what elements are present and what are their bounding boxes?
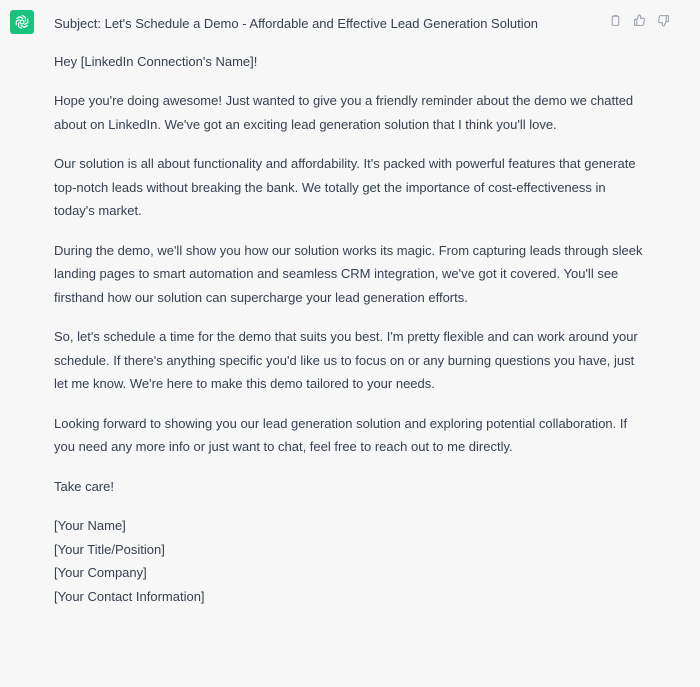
thumbs-down-button[interactable] — [654, 11, 672, 29]
email-closing: Take care! — [54, 478, 114, 494]
email-greeting: Hey [LinkedIn Connection's Name]! — [54, 53, 258, 69]
message-content — [54, 12, 644, 608]
thumbs-down-icon — [657, 14, 670, 27]
assistant-avatar — [10, 10, 34, 34]
email-subject: Subject: Let's Schedule a Demo - Affordable and Effective Lead Generation Solution — [54, 16, 539, 31]
email-paragraph: So, let's schedule a time for the demo that suits you best. I'm pretty flexible and can work around your schedule. If there's anything specific you'd like us to focus on or any burning questions you have, just let me know. We're here to make this demo tailored to your needs. — [54, 329, 638, 391]
email-signature — [54, 514, 644, 608]
openai-logo-icon — [13, 13, 31, 31]
signature-line: [Your Title/Position] — [54, 541, 165, 557]
signature-line: [Your Contact Information] — [54, 588, 205, 604]
email-paragraph: Hope you're doing awesome! Just wanted to give you a friendly reminder about the demo we chatted about on LinkedIn. We've got an exciting lead generation solution that I think you'll love. — [54, 93, 634, 132]
signature-line: [Your Name] — [54, 518, 126, 533]
email-paragraph: During the demo, we'll show you how our solution works its magic. From capturing leads through sleek landing pages to smart automation and seamless CRM integration, we've got it covered. You'll see firsthand how our solution can supercharge your lead generation efforts. — [54, 242, 643, 305]
signature-line: [Your Company] — [54, 565, 147, 580]
email-paragraph: Our solution is all about functionality and affordability. It's packed with powerful features that generate top-notch leads without breaking the bank. We totally get the importance of cost-effectiveness in today's market. — [54, 156, 636, 218]
email-paragraph: Looking forward to showing you our lead generation solution and exploring potential collaboration. If you need any more info or just want to chat, feel free to reach out to me directly. — [54, 415, 628, 454]
